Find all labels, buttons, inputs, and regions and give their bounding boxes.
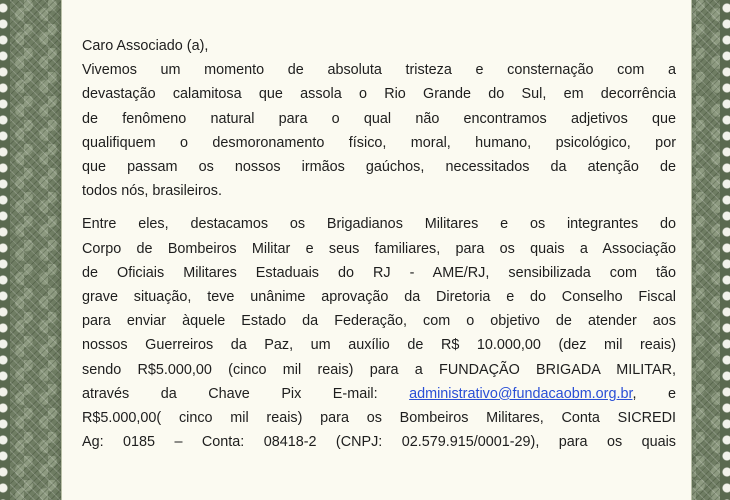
paragraph-1-line: todos nós, brasileiros. — [82, 183, 222, 200]
right-scalloped-edge — [720, 0, 730, 500]
paragraph-1 — [82, 58, 676, 203]
paragraph-2-line: Corpo de Bombeiros Militar e seus familiares, para os quais a Associação — [82, 240, 676, 257]
paragraph-1-line: devastação calamitosa que assola o Rio Grande do Sul, em decorrência — [82, 86, 676, 103]
letter-body — [82, 34, 676, 454]
paragraph-2-line: de Oficiais Militares Estaduais do RJ - AME/RJ, sensibilizada com tão — [82, 264, 676, 281]
paragraph-2-line: R$5.000,00( cinco mil reais) para os Bombeiros Militares, Conta SICREDI — [82, 410, 676, 427]
paragraph-1-line: qualifiquem o desmoronamento físico, moral, humano, psicológico, por — [82, 134, 676, 151]
paragraph-2-line: Entre eles, destacamos os Brigadianos Militares e os integrantes do — [82, 216, 676, 233]
pix-line — [82, 382, 676, 406]
paragraph-1-line: que passam os nossos irmãos gaúchos, necessitados da atenção de — [82, 159, 676, 176]
paragraph-2-line: para enviar àquele Estado da Federação, com o objetivo de atender aos — [82, 313, 676, 330]
paragraph-1-line: Vivemos um momento de absoluta tristeza e consternação com a — [82, 62, 676, 79]
left-scalloped-edge — [0, 0, 10, 500]
pix-line-suffix: , e — [632, 385, 676, 402]
pix-email-link[interactable]: administrativo@fundacaobm.org.br — [409, 385, 633, 402]
paragraph-2 — [82, 212, 676, 454]
greeting: Caro Associado (a), — [82, 38, 209, 54]
pix-line-prefix: através da Chave Pix E-mail: — [82, 385, 410, 402]
paragraph-2-line-partial: Ag: 0185 – Conta: 08418-2 (CNPJ: 02.579.915/0001-29), para os quais — [82, 434, 676, 451]
paragraph-2-line: grave situação, teve unânime aprovação da Diretoria e do Conselho Fiscal — [82, 289, 676, 306]
paragraph-2-line: nossos Guerreiros da Paz, um auxílio de R$ 10.000,00 (dez mil reais) — [82, 337, 676, 354]
paragraph-2-line: sendo R$5.000,00 (cinco mil reais) para a FUNDAÇÃO BRIGADA MILITAR, — [82, 361, 676, 378]
paragraph-1-line: de fenômeno natural para o qual não encontramos adjetivos que — [82, 110, 676, 127]
